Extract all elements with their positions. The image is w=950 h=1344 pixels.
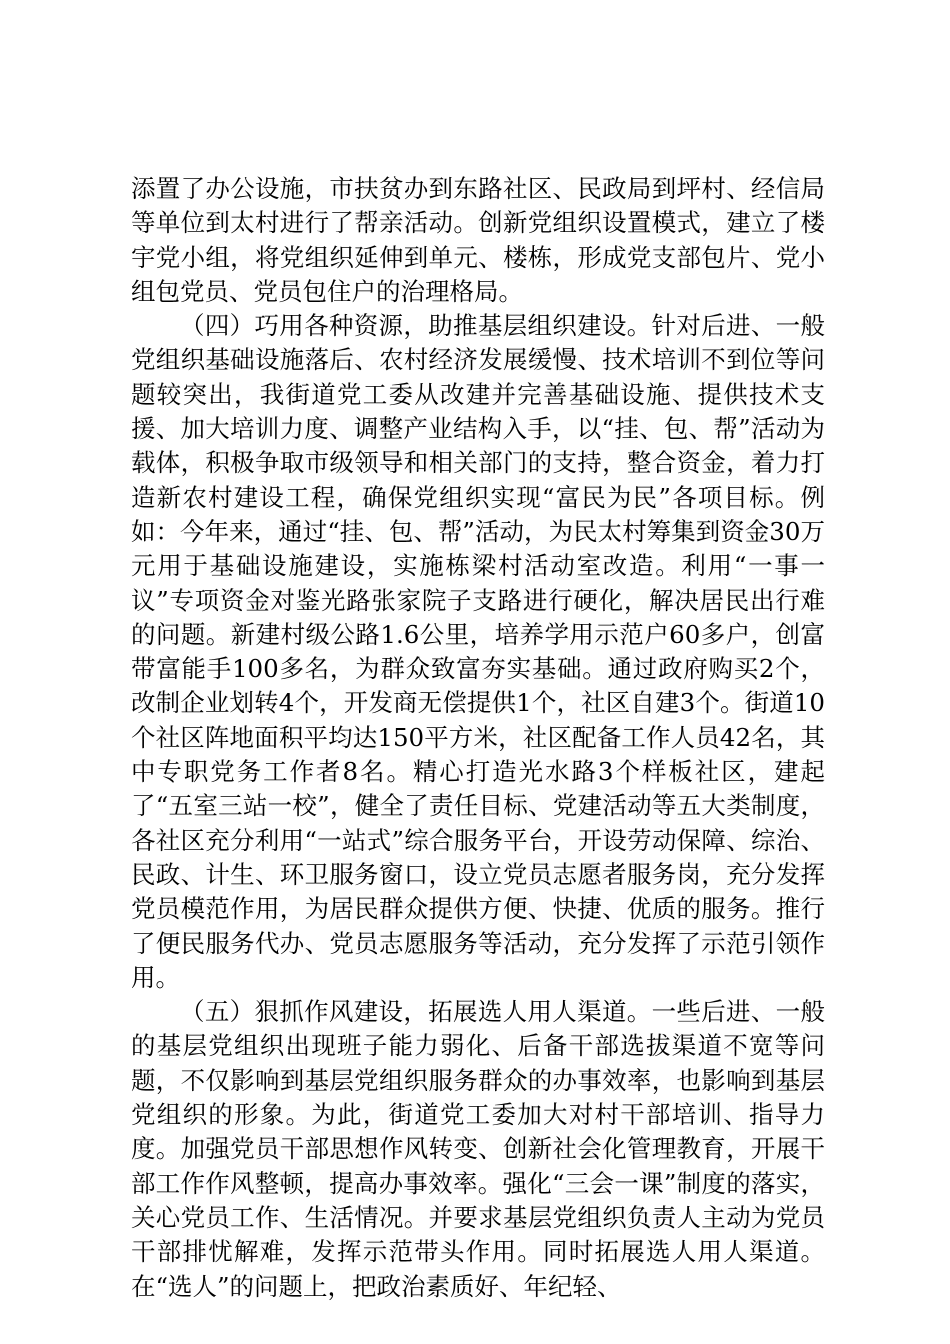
document-body (131, 172, 825, 1304)
paragraph-section-five: （五）狠抓作风建设，拓展选人用人渠道。一些后进、一般的基层党组织出现班子能力弱化、后备干部选拔渠道不宽等问题，不仅影响到基层党组织服务群众的办事效率，也影响到基层党组织的形象。为此，街道党工委加大对村干部培训、指导力度。加强党员干部思想作风转变、创新社会化管理教育，开展干部工作作风整顿，提高办事效率。强化“三会一课”制度的落实，关心党员工作、生活情况。并要求基层党组织负责人主动为党员干部排忧解难，发挥示范带头作用。同时拓展选人用人渠道。在“选人”的问题上，把政治素质好、年纪轻、 (131, 997, 825, 1301)
paragraph-continuation: 添置了办公设施，市扶贫办到东路社区、民政局到坪村、经信局等单位到太村进行了帮亲活动。创新党组织设置模式，建立了楼宇党小组，将党组织延伸到单元、楼栋，形成党支部包片、党小组包党员、党员包住户的治理格局。 (131, 174, 825, 306)
paragraph-section-four: （四）巧用各种资源，助推基层组织建设。针对后进、一般党组织基础设施落后、农村经济发展缓慢、技术培训不到位等问题较突出，我街道党工委从改建并完善基础设施、提供技术支援、加大培训力度、调整产业结构入手，以“挂、包、帮”活动为载体，积极争取市级领导和相关部门的支持，整合资金，着力打造新农村建设工程，确保党组织实现“富民为民”各项目标。例如：今年来，通过“挂、包、帮”活动，为民太村筹集到资金30万元用于基础设施建设，实施栋梁村活动室改造。利用“一事一议”专项资金对鉴光路张家院子支路进行硬化，解决居民出行难的问题。新建村级公路1.6公里，培养学用示范户60多户，创富带富能手100多名，为群众致富夯实基础。通过政府购买2个，改制企业划转4个，开发商无偿提供1个，社区自建3个。街道10个社区阵地面积平均达150平方米，社区配备工作人员42名，其中专职党务工作者8名。精心打造光水路3个样板社区，建起了“五室三站一校”，健全了责任目标、党建活动等五大类制度，各社区充分利用“一站式”综合服务平台，开设劳动保障、综治、民政、计生、环卫服务窗口，设立党员志愿者服务岗，充分发挥党员模范作用，为居民群众提供方便、快捷、优质的服务。推行了便民服务代办、党员志愿服务等活动，充分发挥了示范引领作用。 (131, 311, 825, 992)
